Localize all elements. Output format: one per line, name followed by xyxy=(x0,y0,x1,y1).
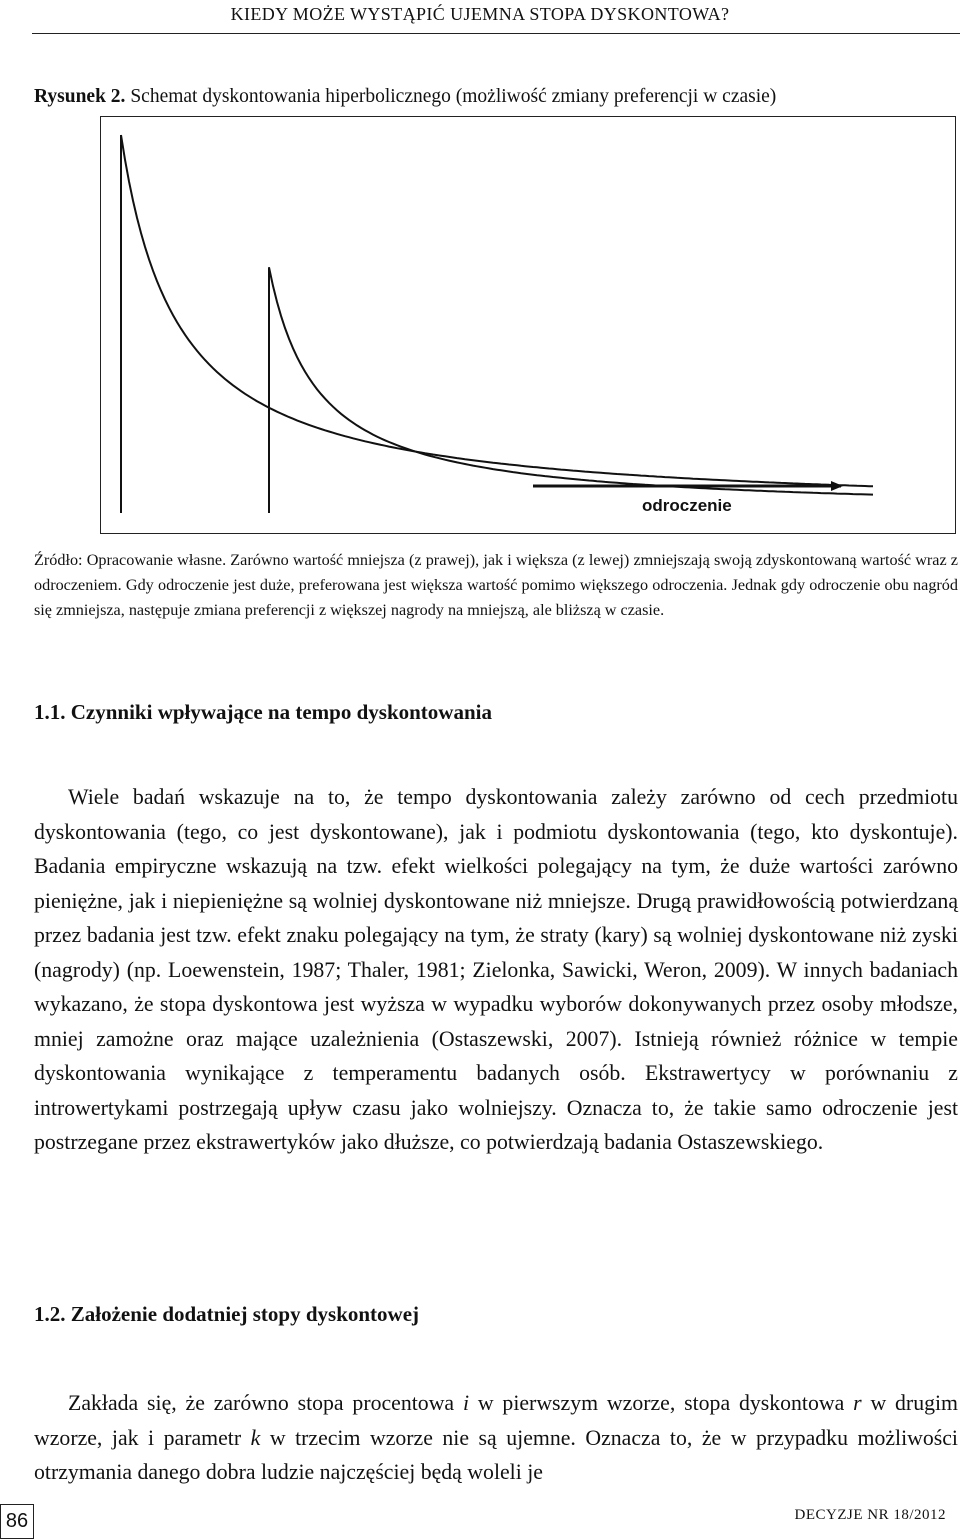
x-axis-label: odroczenie xyxy=(642,496,732,515)
smaller-reward-curve xyxy=(269,267,873,494)
section-paragraph-1-2 xyxy=(34,1386,958,1490)
page-number: 86 xyxy=(0,1504,34,1539)
para-text-1: Zakłada się, że zarówno stopa procentowa xyxy=(68,1391,463,1415)
figure-title: Schemat dyskontowania hiperbolicznego (możliwość zmiany preferencji w czasie) xyxy=(130,86,777,107)
para-text-3: w drugim wzorze, jak i parametr xyxy=(34,1391,959,1450)
larger-reward-curve xyxy=(121,135,873,486)
chart-svg xyxy=(101,117,957,535)
var-k: k xyxy=(250,1425,261,1450)
figure-label: Rysunek 2. xyxy=(34,86,126,107)
para-text-4: w trzecim wzorze nie są ujemne. Oznacza to, że w przypadku możliwości otrzymania danego dobra ludzie najczęściej będą woleli je xyxy=(34,1425,958,1484)
var-i: i xyxy=(462,1391,470,1415)
section-heading-1-2: 1.2. Założenie dodatniej stopy dyskontowej xyxy=(34,1302,420,1326)
var-r: r xyxy=(853,1391,862,1415)
figure-hyperbolic-discounting xyxy=(100,116,956,534)
figure-caption xyxy=(34,86,776,108)
section-paragraph-1-1: Wiele badań wskazuje na to, że tempo dyskontowania zależy zarówno od cech przedmiotu dyskontowania (tego, co jest dyskontowane), jak i podmiotu dyskontowania (tego, kto dyskontuje). Badania empiryczne wskazują na tzw. efekt wielkości polegający na tym, że duże wartości zarówno pieniężne, jak i niepieniężne są wolniej dyskontowane niż mniejsze. Drugą prawidłowością potwierdzaną przez badania jest tzw. efekt znaku polegający na tym, że straty (kary) są wolniej dyskontowane niż zyski (nagrody) (np. Loewenstein, 1987; Thaler, 1981; Zielonka, Sawicki, Weron, 2009). W innych badaniach wykazano, że stopa dyskontowa jest wyższa w wypadku wyborów dokonywanych przez osoby młodsze, mniej zamożne oraz mające uzależnienia (Ostaszewski, 2007). Istnieją również różnice w tempie dyskontowania wynikające z temperamentu badanych osób. Ekstrawertycy w porównaniu z introwertykami postrzegają upływ czasu jako wolniejszy. Oznacza to, że takie samo odroczenie jest postrzegane przez ekstrawertyków jako dłuższe, co potwierdzają badania Ostaszewskiego. xyxy=(34,785,958,1154)
figure-source-note: Źródło: Opracowanie własne. Zarówno wartość mniejsza (z prawej), jak i większa (z lewej) zmniejszają swoją zdyskontowaną wartość wraz z odroczeniem. Gdy odroczenie jest duże, preferowana jest większa wartość pomimo większego odroczenia. Jednak gdy odroczenie obu nagród się zmniejsza, następuje zmiana preferencji z większej nagrody na mniejszą, ale bliższą w czasie. xyxy=(34,551,958,619)
running-header: KIEDY MOŻE WYSTĄPIĆ UJEMNA STOPA DYSKONTOWA? xyxy=(230,4,730,24)
para-text-2: w pierwszym wzorze, stopa dyskontowa xyxy=(469,1391,854,1415)
section-heading-1-1: 1.1. Czynniki wpływające na tempo dyskontowania xyxy=(34,700,492,724)
journal-footer: DECYZJE NR 18/2012 xyxy=(794,1507,946,1523)
header-rule xyxy=(32,33,960,34)
